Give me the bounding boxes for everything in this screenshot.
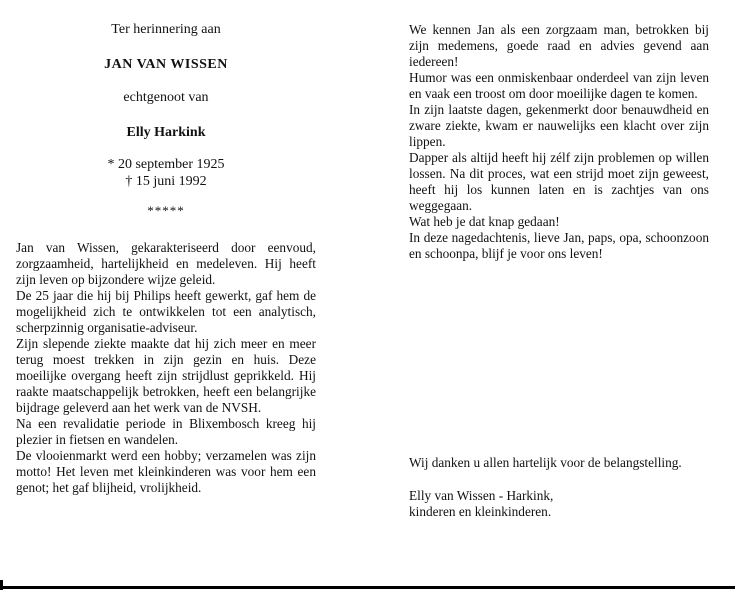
death-date: † 15 juni 1992: [125, 174, 207, 189]
birth-date: * 20 september 1925: [107, 157, 225, 172]
paragraph: Na een revalidatie periode in Blixembosch kreeg hij plezier in fietsen en wandelen.: [16, 416, 316, 447]
paragraph: In deze nagedachtenis, lieve Jan, paps, opa, schoonzoon en schoonpa, blijf je voor ons leven!: [409, 230, 709, 261]
intro-line: Ter herinnering aan: [111, 22, 221, 37]
signature-block: [409, 488, 709, 520]
paragraph: Jan van Wissen, gekarakteriseerd door eenvoud, zorgzaamheid, hartelijkheid en medeleven. Hij heeft zijn leven op bijzondere wijze geleid.: [16, 240, 316, 287]
paragraph: In zijn laatste dagen, gekenmerkt door benauwdheid en zware ziekte, kwam er nauwelijks een klacht over zijn lippen.: [409, 102, 709, 149]
paragraph: Dapper als altijd heeft hij zélf zijn problemen op willen lossen. Na dit proces, wat een strijd moet zijn geweest, heeft hij los kunnen laten en is zachtjes van ons weggegaan.: [409, 150, 709, 213]
deceased-name: JAN VAN WISSEN: [104, 57, 228, 72]
separator-stars: *****: [147, 203, 185, 218]
left-body-text: [16, 240, 316, 496]
right-column: [409, 22, 709, 262]
signature-line-1: Elly van Wissen - Harkink,: [409, 488, 554, 503]
paragraph: Humor was een onmiskenbaar onderdeel van zijn leven en vaak een troost om door moeilijke dagen te komen.: [409, 70, 709, 101]
thanks-note: [409, 455, 709, 471]
spouse-name: Elly Harkink: [126, 125, 206, 140]
thanks-text: Wij danken u allen hartelijk voor de belangstelling.: [409, 455, 682, 470]
bottom-rule: [0, 586, 735, 589]
paragraph: We kennen Jan als een zorgzaam man, betrokken bij zijn medemens, goede raad en advies gevend aan iedereen!: [409, 22, 709, 69]
paragraph: Wat heb je dat knap gedaan!: [409, 214, 560, 229]
relation-line: echtgenoot van: [123, 90, 209, 105]
left-column: [16, 22, 316, 496]
paragraph: De vlooienmarkt werd een hobby; verzamelen was zijn motto! Het leven met kleinkinderen was voor hem een genot; het gaf blijheid, vrolijkheid.: [16, 448, 316, 495]
signature-line-2: kinderen en kleinkinderen.: [409, 504, 552, 519]
paragraph: Zijn slepende ziekte maakte dat hij zich meer en meer terug moest trekken in zijn gezin en huis. Deze moeilijke overgang heeft zijn strijdlust geprikkeld. Hij raakte maatschappelijk betrokken, heeft een belangrijke bijdrage geleverd aan het werk van de NVSH.: [16, 336, 316, 415]
paragraph: De 25 jaar die hij bij Philips heeft gewerkt, gaf hem de mogelijkheid zich te ontwikkelen tot een analytisch, scherpzinnig organisatie-adviseur.: [16, 288, 316, 335]
